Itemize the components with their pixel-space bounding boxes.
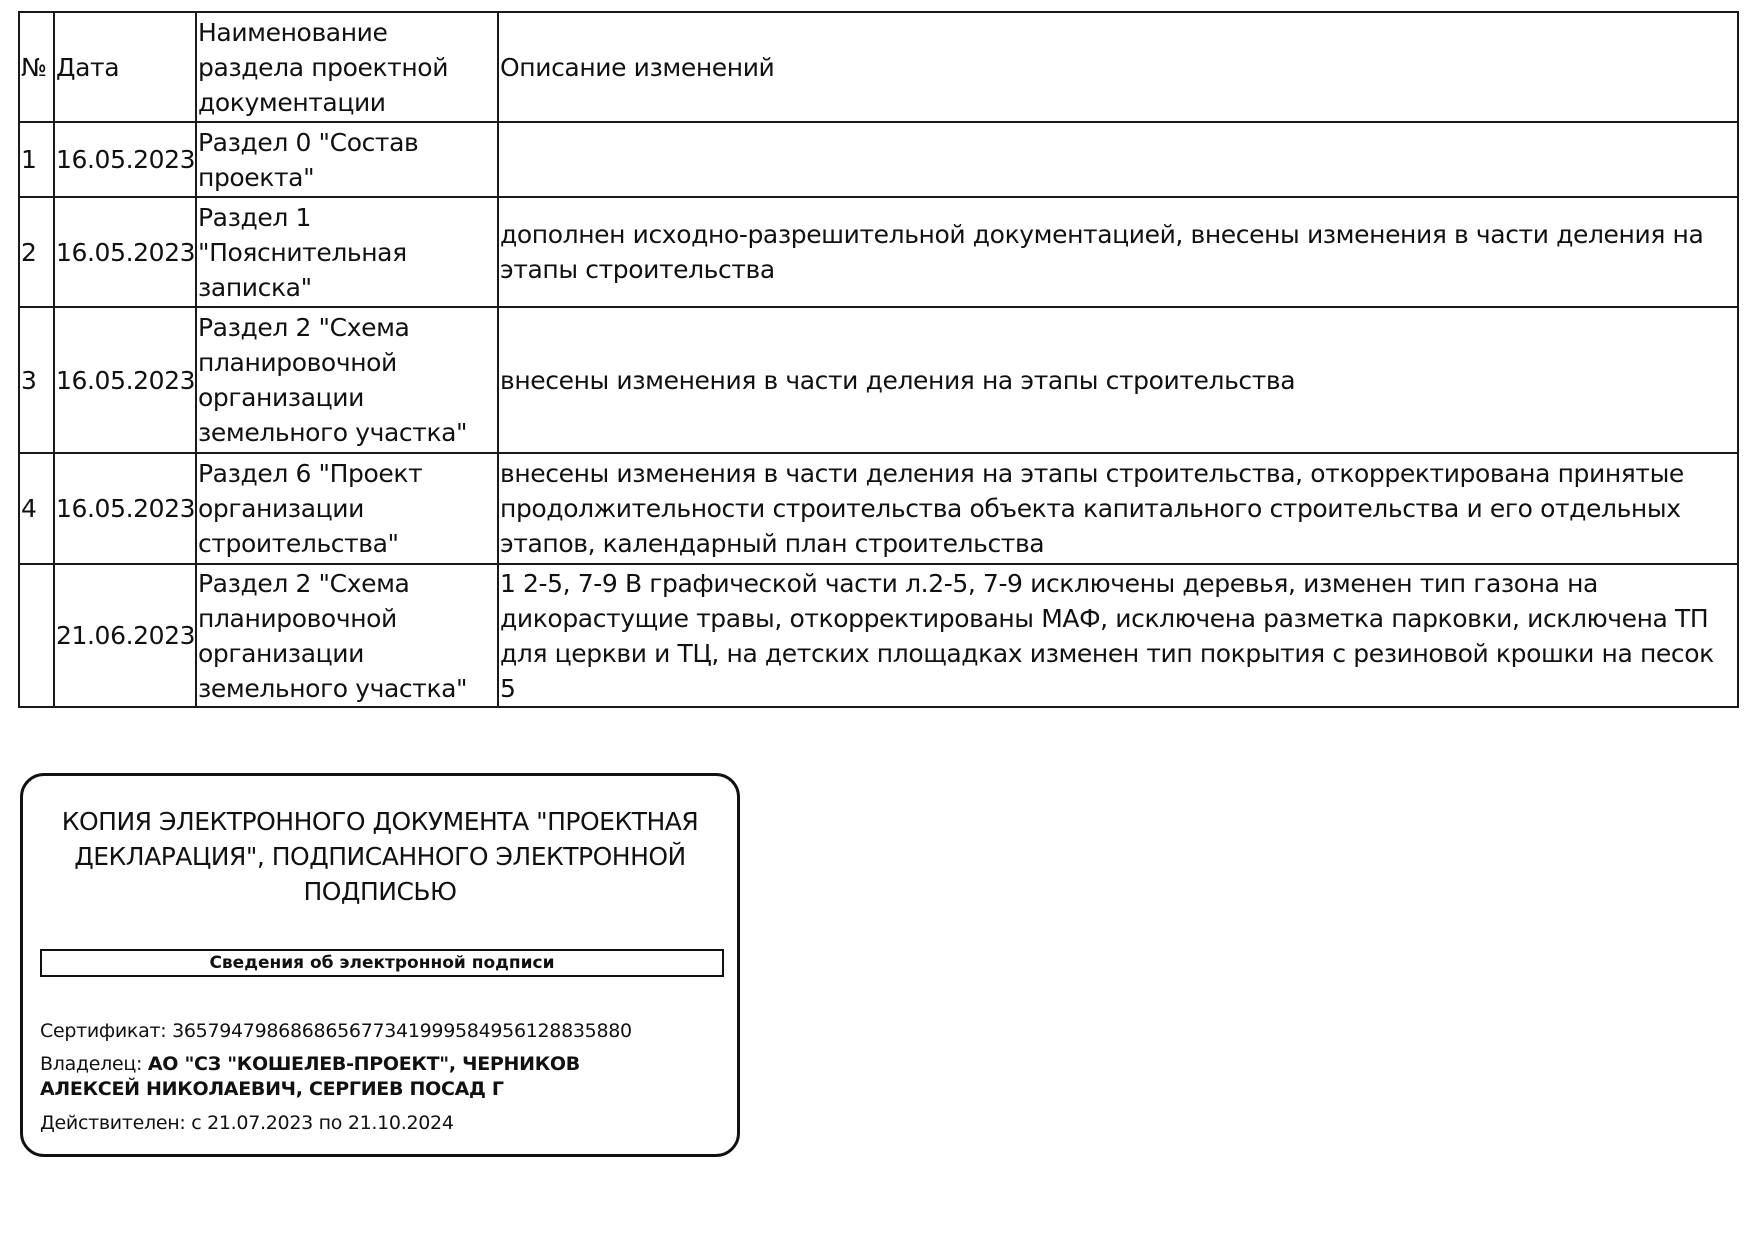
table-header-row [19,12,1738,122]
row-section: Раздел 0 "Состав проекта" [196,122,498,197]
row-description: 1 2-5, 7-9 В графической части л.2-5, 7-9 исключены деревья, изменен тип газона на дикорастущие травы, откорректированы МАФ, исключена разметка парковки, исключена ТП для церкви и ТЦ, на детских площадках изменен тип покрытия с резиновой крошки на песок 5 [498,564,1738,707]
certificate-value: 365794798686865677341999584956128835880 [172,1020,632,1042]
certificate-line [40,1019,632,1044]
table-row [19,122,1738,197]
row-description [498,122,1738,197]
row-description: внесены изменения в части деления на этапы строительства [498,307,1738,453]
stamp-title: КОПИЯ ЭЛЕКТРОННОГО ДОКУМЕНТА "ПРОЕКТНАЯ ДЕКЛАРАЦИЯ", ПОДПИСАННОГО ЭЛЕКТРОННОЙ ПОДПИСЬЮ [61,807,699,906]
header-description: Описание изменений [498,12,1738,122]
row-num: 1 [19,122,54,197]
valid-label: Действителен: [40,1112,186,1134]
row-num: 2 [19,197,54,307]
row-section: Раздел 6 "Проект организации строительства" [196,453,498,564]
owner-label: Владелец: [40,1053,143,1075]
row-date: 21.06.2023 [54,564,196,707]
table-row [19,197,1738,307]
table-row [19,453,1738,564]
header-date: Дата [54,12,196,122]
owner-line [40,1052,640,1102]
row-date: 16.05.2023 [54,197,196,307]
row-section: Раздел 1 "Пояснительная записка" [196,197,498,307]
header-num: № [19,12,54,122]
row-date: 16.05.2023 [54,122,196,197]
owner-value: АО "СЗ "КОШЕЛЕВ-ПРОЕКТ", ЧЕРНИКОВ АЛЕКСЕЙ НИКОЛАЕВИЧ, СЕРГИЕВ ПОСАД Г [40,1053,580,1100]
row-num: 4 [19,453,54,564]
row-date: 16.05.2023 [54,453,196,564]
row-date: 16.05.2023 [54,307,196,453]
changes-table [18,11,1739,708]
row-num [19,564,54,707]
row-description: внесены изменения в части деления на этапы строительства, откорректирована принятые продолжительности строительства объекта капитального строительства и его отдельных этапов, календарный план строительства [498,453,1738,564]
valid-value: с 21.07.2023 по 21.10.2024 [191,1112,454,1134]
header-section: Наименование раздела проектной документации [196,12,498,122]
row-description: дополнен исходно-разрешительной документацией, внесены изменения в части деления на этапы строительства [498,197,1738,307]
row-num: 3 [19,307,54,453]
row-section: Раздел 2 "Схема планировочной организации земельного участка" [196,564,498,707]
certificate-label: Сертификат: [40,1020,167,1042]
stamp-subheader: Сведения об электронной подписи [40,949,724,977]
validity-line [40,1111,454,1136]
row-section: Раздел 2 "Схема планировочной организации земельного участка" [196,307,498,453]
table-row [19,564,1738,707]
table-row [19,307,1738,453]
signature-stamp [20,773,740,1157]
